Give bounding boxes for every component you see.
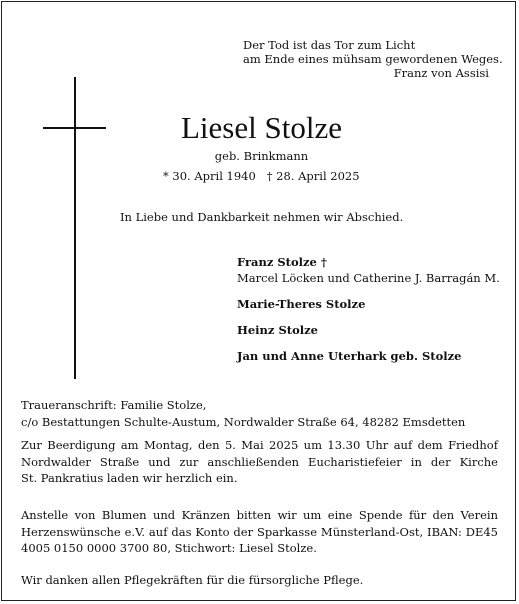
birth-name: geb. Brinkmann: [214, 149, 309, 163]
donation-line: Herzenswünsche e.V. auf das Konto der Sparkasse Münsterland-Ost, IBAN: DE45: [21, 524, 498, 539]
death-date: † 28. April 2025: [266, 169, 360, 183]
mourner-name: Marie-Theres Stolze: [237, 297, 366, 311]
funeral-line: Nordwalder Straße und zur anschließenden Eucharistiefeier in der Kirche: [21, 454, 498, 469]
birth-date: * 30. April 1940: [163, 169, 256, 183]
mourner-name: Franz Stolze †: [237, 255, 327, 269]
mourner-name: Jan und Anne Uterhark geb. Stolze: [237, 349, 462, 363]
address-line: Traueranschrift: Familie Stolze,: [21, 398, 207, 412]
donation-line: 4005 0150 0000 3700 80, Stichwort: Liesel Stolze.: [21, 541, 317, 555]
mourners-list: [237, 255, 500, 363]
donation-paragraph: [21, 507, 498, 557]
mourner-name: Heinz Stolze: [237, 323, 318, 337]
quote-line: Der Tod ist das Tor zum Licht: [243, 38, 416, 52]
quote: [243, 38, 503, 80]
deceased-name: Liesel Stolze: [181, 110, 342, 145]
cross-icon-bar: [43, 127, 106, 129]
funeral-line: Zur Beerdigung am Montag, den 5. Mai 2025 um 13.30 Uhr auf dem Friedhof: [21, 438, 498, 452]
address-line: c/o Bestattungen Schulte-Austum, Nordwalder Straße 64, 48282 Emsdetten: [21, 414, 466, 429]
cross-icon: [74, 77, 76, 379]
quote-author: Franz von Assisi: [393, 66, 489, 80]
thanks-line: Wir danken allen Pflegekräften für die fürsorgliche Pflege.: [21, 573, 364, 587]
farewell-text: In Liebe und Dankbarkeit nehmen wir Abschied.: [120, 210, 404, 224]
mourner-sub: Marcel Löcken und Catherine J. Barragán M.: [237, 271, 500, 285]
address-paragraph: [21, 397, 498, 430]
funeral-paragraph: [21, 437, 498, 487]
life-dates: [163, 169, 360, 183]
donation-line: Anstelle von Blumen und Kränzen bitten wir um eine Spende für den Verein: [21, 508, 498, 522]
obituary-notice: [1, 1, 516, 601]
quote-line: am Ende eines mühsam gewordenen Weges.: [243, 52, 503, 66]
thanks-paragraph: [21, 572, 498, 589]
funeral-line: St. Pankratius laden wir herzlich ein.: [21, 471, 238, 485]
